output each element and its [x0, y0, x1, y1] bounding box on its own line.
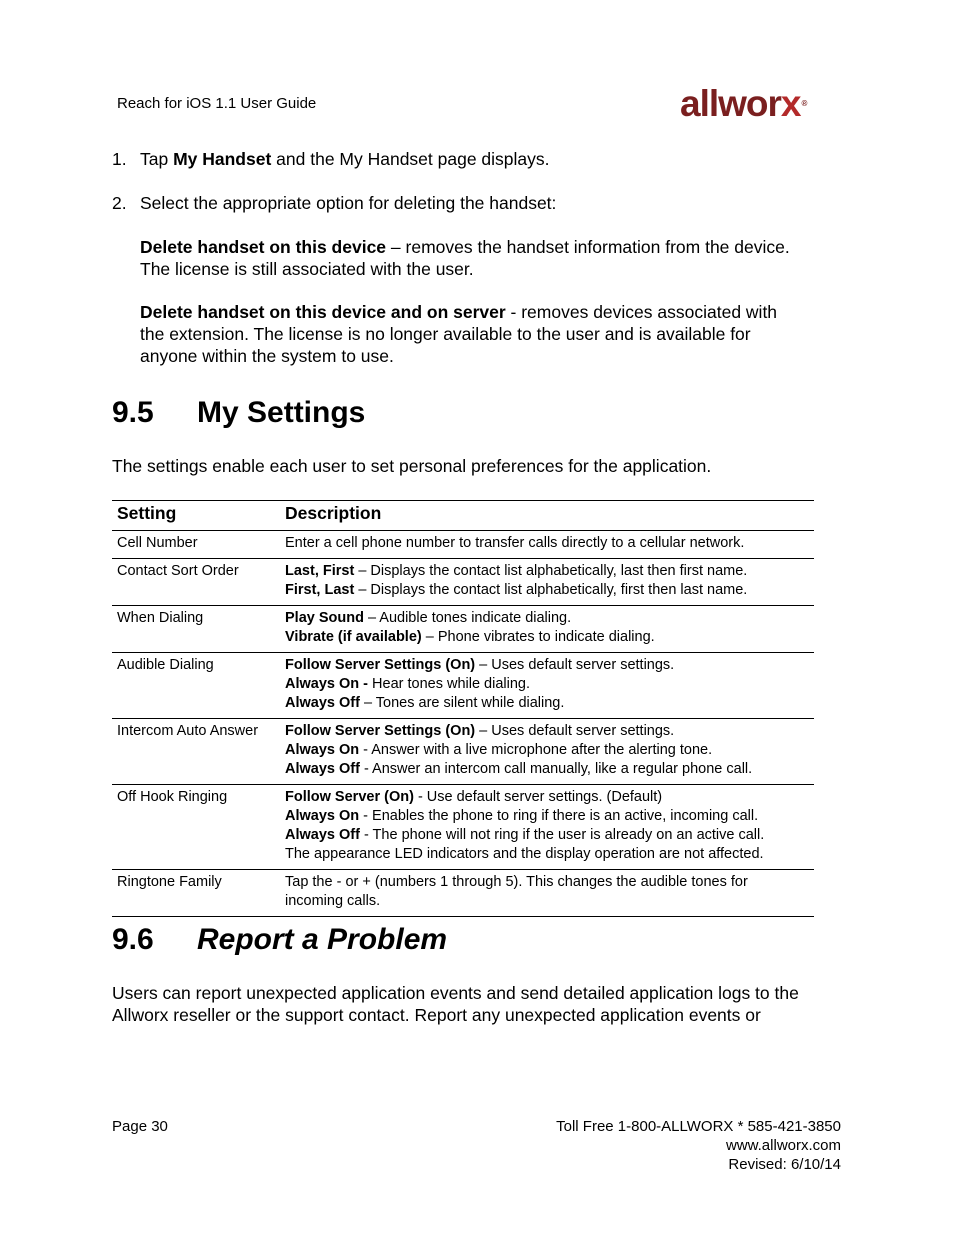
- setting-description: [280, 653, 814, 719]
- step-bold: My Handset: [173, 149, 272, 169]
- description-line: [285, 581, 809, 600]
- option-label: Always Off: [285, 827, 360, 843]
- option-text: incoming calls.: [285, 893, 381, 909]
- description-line: [285, 694, 809, 713]
- option-text: - Answer an intercom call manually, like a regular phone call.: [359, 761, 753, 777]
- option-text: Enter a cell phone number to transfer calls directly to a cellular network.: [285, 535, 745, 551]
- settings-table: [112, 500, 814, 917]
- table-row: [112, 559, 814, 606]
- table-row: [112, 785, 814, 870]
- allworx-logo: allworx®: [680, 83, 807, 124]
- option-text: – Uses default server settings.: [475, 657, 675, 673]
- option-text: - Answer with a live microphone after the alerting tone.: [359, 742, 713, 758]
- step-number: 2.: [112, 193, 127, 213]
- setting-name: Off Hook Ringing: [112, 785, 280, 870]
- description-line: [285, 741, 809, 760]
- step-number: 1.: [112, 149, 127, 169]
- option-label: Follow Server Settings (On): [285, 657, 476, 673]
- option-label: Always Off: [285, 761, 360, 777]
- description-line: [285, 807, 809, 826]
- option-label: First, Last: [285, 582, 355, 598]
- option-text: - Enables the phone to ring if there is an active, incoming call.: [359, 808, 759, 824]
- section-intro: The settings enable each user to set personal preferences for the application.: [112, 456, 712, 476]
- setting-name: Cell Number: [112, 531, 280, 559]
- option-delete-device-server: Delete handset on this device and on server - removes devices associated with the extension. The license is no longer available to the user and is available for anyone within the system to use.: [140, 302, 778, 366]
- option-label: Always On: [285, 742, 360, 758]
- setting-description: [280, 606, 814, 653]
- table-row: [112, 606, 814, 653]
- footer-phone: Toll Free 1-800-ALLWORX * 585-421-3850: [556, 1118, 841, 1135]
- section-96-paragraph: Users can report unexpected application events and send detailed application logs to the Allworx reseller or the support contact. Report any unexpected application events or: [112, 983, 799, 1025]
- setting-name: Ringtone Family: [112, 870, 280, 917]
- option-text: Hear tones while dialing.: [368, 676, 531, 692]
- table-header-row: [112, 501, 814, 531]
- setting-description: [280, 870, 814, 917]
- column-header-description: Description: [280, 501, 814, 531]
- option-text: – Audible tones indicate dialing.: [363, 610, 572, 626]
- footer-revised: Revised: 6/10/14: [728, 1156, 841, 1173]
- table-row: [112, 653, 814, 719]
- setting-name: Intercom Auto Answer: [112, 719, 280, 785]
- option-label: Follow Server Settings (On): [285, 723, 476, 739]
- table-row: [112, 719, 814, 785]
- page-number: Page 30: [112, 1118, 168, 1135]
- setting-description: [280, 785, 814, 870]
- setting-description: [280, 559, 814, 606]
- option-text: Tap the - or + (numbers 1 through 5). This changes the audible tones for: [285, 874, 748, 890]
- option-delete-device: Delete handset on this device – removes the handset information from the device. The license is still associated with the user.: [140, 237, 790, 279]
- option-label: Always On -: [285, 676, 368, 692]
- description-line: [285, 845, 809, 864]
- option-text: – Uses default server settings.: [475, 723, 675, 739]
- option-label: Play Sound: [285, 610, 364, 626]
- table-row: [112, 870, 814, 917]
- option-label: Follow Server (On): [285, 789, 414, 805]
- document-title: Reach for iOS 1.1 User Guide: [117, 95, 317, 112]
- description-line: [285, 873, 809, 892]
- setting-name: Contact Sort Order: [112, 559, 280, 606]
- column-header-setting: Setting: [112, 501, 280, 531]
- option-label: Always Off: [285, 695, 360, 711]
- footer-website: www.allworx.com: [725, 1137, 841, 1154]
- description-line: [285, 722, 809, 741]
- description-line: [285, 826, 809, 845]
- option-label: Vibrate (if available): [285, 629, 422, 645]
- description-line: [285, 562, 809, 581]
- description-line: [285, 656, 809, 675]
- setting-name: When Dialing: [112, 606, 280, 653]
- footer-contact: [556, 1117, 841, 1174]
- setting-description: [280, 719, 814, 785]
- option-text: – Tones are silent while dialing.: [359, 695, 565, 711]
- option-text: – Displays the contact list alphabetically, last then first name.: [354, 563, 748, 579]
- description-line: [285, 892, 809, 911]
- option-text: - Use default server settings. (Default): [413, 789, 663, 805]
- setting-description: [280, 531, 814, 559]
- description-line: [285, 534, 809, 553]
- description-line: [285, 788, 809, 807]
- setting-name: Audible Dialing: [112, 653, 280, 719]
- option-text: – Displays the contact list alphabetically, first then last name.: [354, 582, 748, 598]
- description-line: [285, 675, 809, 694]
- description-line: [285, 609, 809, 628]
- option-label: Always On: [285, 808, 360, 824]
- option-text: - The phone will not ring if the user is already on an active call.: [359, 827, 765, 843]
- option-label: Last, First: [285, 563, 355, 579]
- description-line: [285, 628, 809, 647]
- description-line: [285, 760, 809, 779]
- option-text: – Phone vibrates to indicate dialing.: [421, 629, 655, 645]
- option-text: The appearance LED indicators and the display operation are not affected.: [285, 846, 764, 862]
- table-row: [112, 531, 814, 559]
